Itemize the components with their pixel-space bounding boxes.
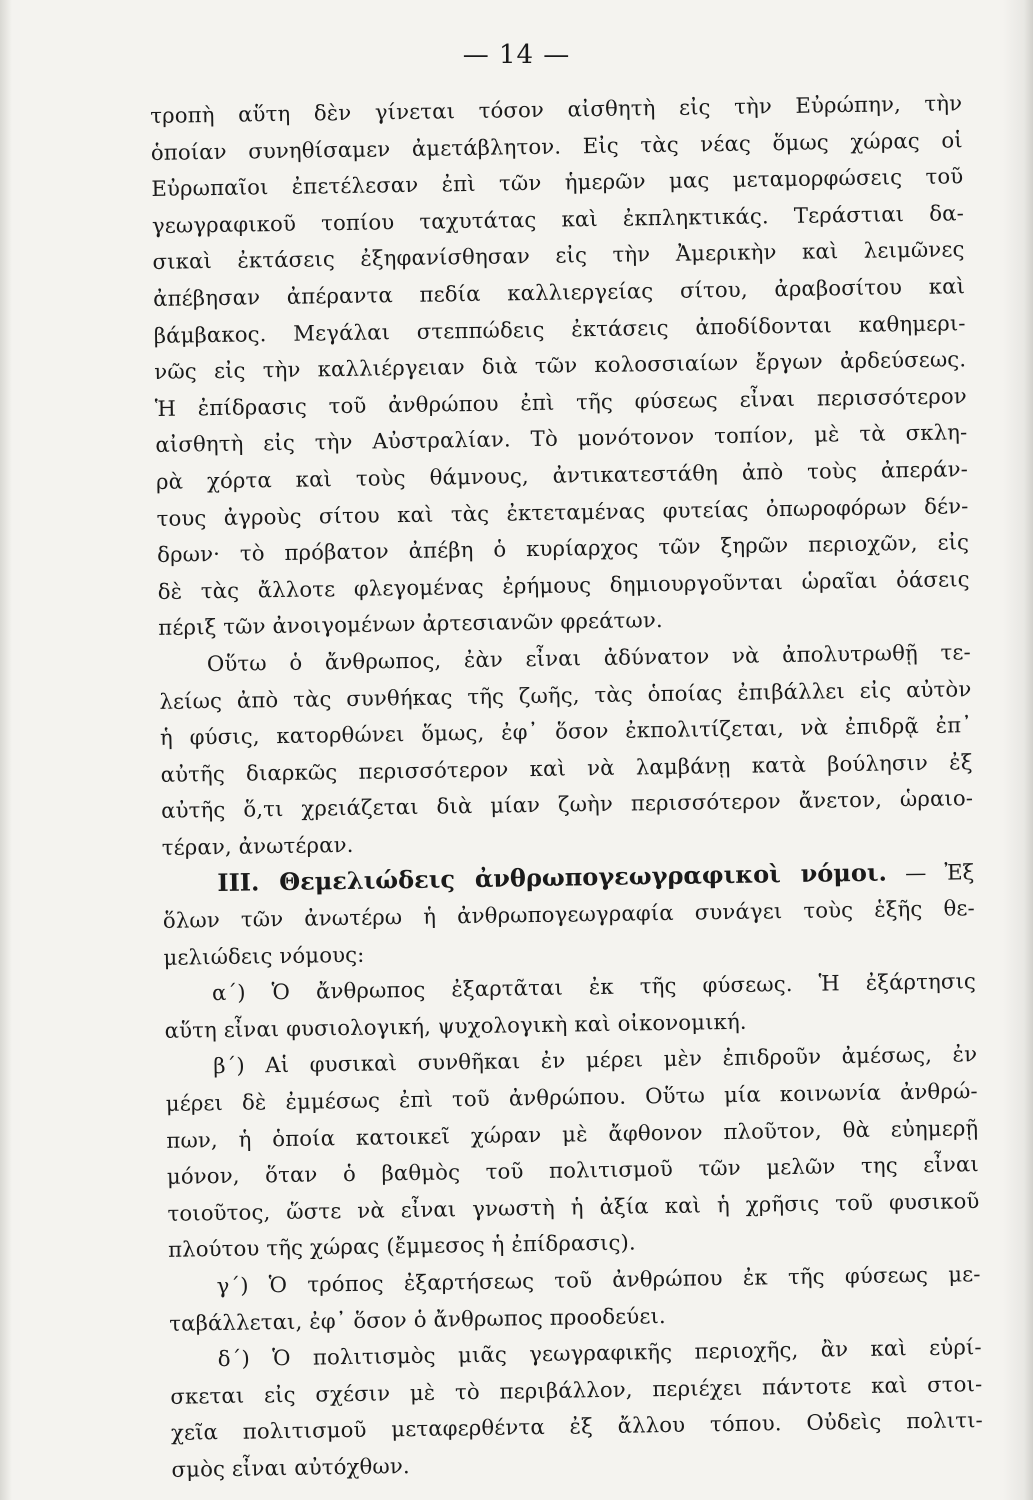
- text-line: β΄) Αἱ φυσικαὶ συνθῆκαι ἐν μέρει μὲν ἐπιδροῦν ἀμέσως, ἐν: [213, 1041, 978, 1079]
- law-b: [165, 1037, 980, 1269]
- paragraph-2: [159, 634, 974, 866]
- text-line: χεῖα πολιτισμοῦ μεταφερθέντα ἐξ ἄλλου τόπου. Οὐδεὶς πολιτι-: [170, 1407, 984, 1446]
- law-d: [170, 1329, 984, 1488]
- text-line: δρων· τὸ πρόβατον ἀπέβη ὁ κυρίαρχος τῶν ξηρῶν περιοχῶν, εἰς: [156, 529, 970, 568]
- text-line: νῶς εἰς τὴν καλλιέργειαν διὰ τῶν κολοσσιαίων ἔργων ἀρδεύσεως.: [154, 346, 967, 385]
- text-line: πέριξ τῶν ἀνοιγομένων ἀρτεσιανῶν φρεάτων.: [158, 607, 663, 641]
- text-line: πλούτου τῆς χώρας (ἔμμεσος ἡ ἐπίδρασις).: [167, 1229, 636, 1263]
- text-line: Εὐρωπαῖοι ἐπετέλεσαν ἐπὶ τῶν ἡμερῶν μας μεταμορφώσεις τοῦ: [151, 163, 964, 202]
- text-line: μόνον, ὅταν ὁ βαθμὸς τοῦ πολιτισμοῦ τῶν μελῶν της εἶναι: [166, 1151, 980, 1190]
- page-binding-edge: [0, 0, 12, 1500]
- text-line: ἡ φύσις, κατορθώνει ὅμως, ἐφ᾽ ὅσον ἐκπολιτίζεται, νὰ ἐπιδρᾷ ἐπ᾽: [159, 712, 973, 751]
- text-line: τέραν, ἀνωτέραν.: [161, 831, 354, 860]
- text-line: σκεται εἰς σχέσιν μὲ τὸ περιβάλλον, περιέχει πάντοτε καὶ στοι-: [170, 1370, 983, 1409]
- text-line: πων, ἡ ὁποία κατοικεῖ χώραν μὲ ἄφθονον πλοῦτον, θὰ εὐημερῇ: [166, 1114, 979, 1153]
- text-line: βάμβακος. Μεγάλαι στεππώδεις ἐκτάσεις ἀποδίδονται καθημερι-: [153, 309, 966, 348]
- text-line: δ΄) Ὁ πολιτισμὸς μιᾶς γεωγραφικῆς περιοχῆς, ἂν καὶ εὑρί-: [217, 1334, 982, 1372]
- text-line: σικαὶ ἐκτάσεις ἐξηφανίσθησαν εἰς τὴν Ἀμερικὴν καὶ λειμῶνες: [152, 236, 965, 275]
- section-heading: III. Θεμελιώδεις ἀνθρωπογεωγραφικοὶ νόμοι.: [217, 857, 888, 898]
- text-line: τους ἀγροὺς σίτου καὶ τὰς ἐκτεταμένας φυτείας ὀπωροφόρων δέν-: [156, 492, 969, 531]
- text-line: ταβάλλεται, ἐφ᾽ ὅσον ὁ ἄνθρωπος προοδεύει.: [169, 1302, 667, 1336]
- text-line: ὅλων τῶν ἀνωτέρω ἡ ἀνθρωπογεωγραφία συνάγει τοὺς ἑξῆς θε-: [162, 895, 976, 933]
- paragraph-1: [150, 85, 971, 647]
- body-text: [150, 85, 984, 1488]
- page-number: — 14 —: [462, 40, 571, 70]
- text-line: δὲ τὰς ἄλλοτε φλεγομένας ἐρήμους δημιουργοῦνται ὡραῖαι ὀάσεις: [157, 565, 970, 604]
- text-line: μέρει δὲ ἐμμέσως ἐπὶ τοῦ ἀνθρώπου. Οὕτω μία κοινωνία ἀνθρώ-: [165, 1078, 978, 1116]
- text-line: αὐτῆς ὅ,τι χρειάζεται διὰ μίαν ζωὴν περισσότερον ἄνετον, ὡραιο-: [160, 785, 974, 824]
- text-line: Ἡ ἐπίδρασις τοῦ ἀνθρώπου ἐπὶ τῆς φύσεως εἶναι περισσότερον: [154, 382, 967, 421]
- page-right-edge: [1003, 0, 1033, 1500]
- text-line: λείως ἀπὸ τὰς συνθήκας τῆς ζωῆς, τὰς ὁποίας ἐπιβάλλει εἰς αὐτὸν: [159, 675, 972, 714]
- section-intro-start: — Ἐξ: [904, 859, 975, 886]
- law-c: [168, 1256, 981, 1342]
- section-iii: [162, 854, 976, 977]
- text-line: αὕτη εἶναι φυσιολογική, ψυχολογικὴ καὶ οἰκονομική.: [164, 1008, 747, 1043]
- text-line: τοιοῦτος, ὥστε νὰ εἶναι γνωστὴ ἡ ἀξία καὶ ἡ χρῆσις τοῦ φυσικοῦ: [167, 1187, 980, 1226]
- text-line: μελιώδεις νόμους:: [163, 941, 365, 970]
- text-line: γεωγραφικοῦ τοπίου ταχυτάτας καὶ ἐκπληκτικάς. Τεράστιαι δα-: [151, 200, 965, 238]
- text-line: Οὕτω ὁ ἄνθρωπος, ἐὰν εἶναι ἀδύνατον νὰ ἀπολυτρωθῇ τε-: [206, 639, 971, 677]
- text-line: ὁποίαν συνηθίσαμεν ἀμετάβλητον. Εἰς τὰς νέας ὅμως χώρας οἱ: [150, 126, 963, 165]
- text-line: τροπὴ αὕτη δὲν γίνεται τόσον αἰσθητὴ εἰς τὴν Εὐρώπην, τὴν: [150, 90, 963, 128]
- text-line: γ΄) Ὁ τρόπος ἐξαρτήσεως τοῦ ἀνθρώπου ἐκ τῆς φύσεως με-: [216, 1261, 981, 1299]
- text-line: ἀπέβησαν ἀπέραντα πεδία καλλιεργείας σίτου, ἀραβοσίτου καὶ: [152, 273, 966, 311]
- law-a: [164, 963, 977, 1049]
- text-line: ρὰ χόρτα καὶ τοὺς θάμνους, ἀντικατεστάθη ἀπὸ τοὺς ἀπεράν-: [155, 456, 969, 494]
- text-line: αἰσθητὴ εἰς τὴν Αὐστραλίαν. Τὸ μονότονον τοπίον, μὲ τὰ σκλη-: [155, 419, 968, 458]
- text-line: σμὸς εἶναι αὐτόχθων.: [171, 1453, 410, 1482]
- text-line: α΄) Ὁ ἄνθρωπος ἐξαρτᾶται ἐκ τῆς φύσεως. Ἡ ἐξάρτησις: [211, 968, 977, 1006]
- text-line: αὐτῆς διαρκῶς περισσότερον καὶ νὰ λαμβάνῃ κατὰ βούλησιν ἐξ: [160, 748, 973, 787]
